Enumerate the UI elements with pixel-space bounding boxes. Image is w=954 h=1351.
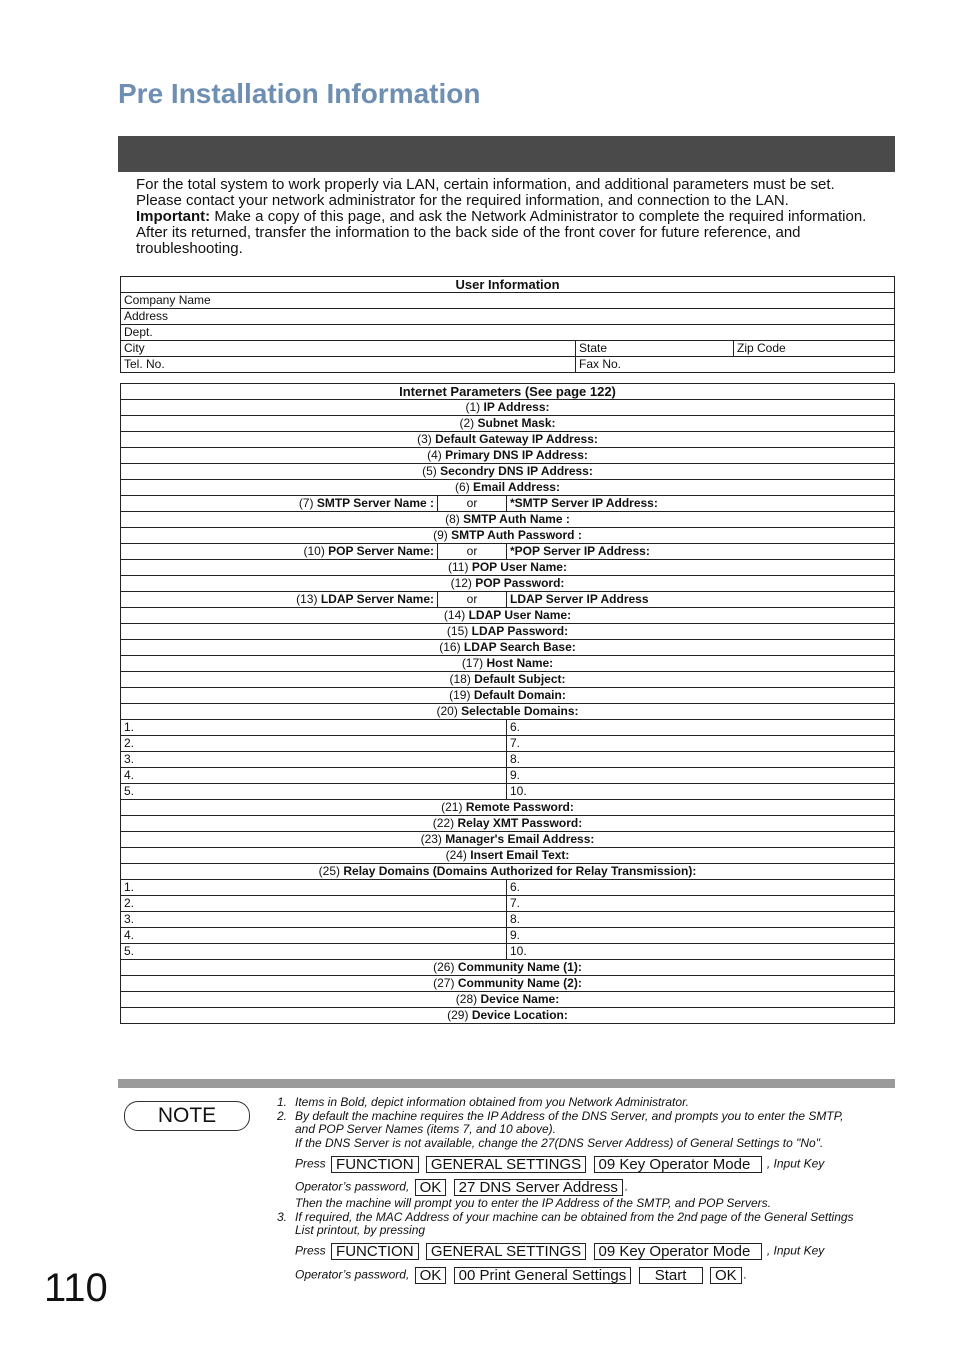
param-label: LDAP Search Base: bbox=[463, 640, 576, 654]
param-number: (28) bbox=[455, 992, 478, 1006]
param-label: Remote Password: bbox=[465, 800, 574, 814]
domain-slot: 2. bbox=[121, 896, 507, 912]
param-number: (24) bbox=[445, 848, 467, 862]
param-row bbox=[121, 560, 895, 576]
param-row bbox=[121, 832, 895, 848]
smtp-name-cell bbox=[121, 496, 438, 512]
zip-field: Zip Code bbox=[734, 341, 895, 357]
param-cell bbox=[121, 848, 895, 864]
param-row bbox=[121, 864, 895, 880]
param-number: (27) bbox=[433, 976, 455, 990]
tel-field: Tel. No. bbox=[121, 357, 576, 373]
param-row bbox=[121, 448, 895, 464]
param-number: (6) bbox=[455, 480, 470, 494]
param-cell bbox=[121, 576, 895, 592]
param-row bbox=[121, 528, 895, 544]
param-row bbox=[121, 432, 895, 448]
param-row bbox=[121, 480, 895, 496]
param-row bbox=[121, 1008, 895, 1024]
param-label: POP User Name: bbox=[471, 560, 567, 574]
param-number: (2) bbox=[459, 416, 475, 430]
param-number: (16) bbox=[439, 640, 461, 654]
section-header-bar bbox=[118, 136, 895, 172]
domain-slot: 4. bbox=[121, 928, 507, 944]
param-number: (13) bbox=[296, 592, 318, 606]
param-row bbox=[121, 608, 895, 624]
pop-name-cell bbox=[121, 544, 438, 560]
company-name-field: Company Name bbox=[121, 293, 895, 309]
param-label: IP Address: bbox=[483, 400, 550, 414]
param-cell bbox=[121, 560, 895, 576]
domain-slot: 8. bbox=[507, 912, 895, 928]
param-label: Primary DNS IP Address: bbox=[445, 448, 588, 462]
param-row bbox=[121, 576, 895, 592]
domain-slot: 1. bbox=[121, 720, 507, 736]
param-row bbox=[121, 416, 895, 432]
param-number: (17) bbox=[461, 656, 484, 670]
domain-slot: 3. bbox=[121, 912, 507, 928]
param-row-pop bbox=[121, 544, 895, 560]
page-number: 110 bbox=[44, 1266, 108, 1310]
param-label: LDAP Server IP Address bbox=[510, 592, 649, 606]
param-label: POP Server Name: bbox=[328, 544, 434, 558]
inet-header: Internet Parameters (See page 122) bbox=[121, 384, 895, 400]
param-cell bbox=[121, 832, 895, 848]
param-row bbox=[121, 400, 895, 416]
param-cell bbox=[121, 976, 895, 992]
domain-row bbox=[121, 896, 895, 912]
important-text: Make a copy of this page, and ask the Network Administrator to complete the required information. After its returned, transfer the information to the back side of the front cover for future reference, and troubleshooting. bbox=[136, 208, 867, 257]
key-sequence-2: Press FUNCTION GENERAL SETTINGS 09 Key Operator Mode , Input Key bbox=[295, 1243, 825, 1260]
param-cell bbox=[121, 400, 895, 416]
param-row bbox=[121, 704, 895, 720]
note-item-3: 3. If required, the MAC Address of your machine can be obtained from the 2nd page of the General Settings bbox=[277, 1209, 854, 1224]
param-cell bbox=[121, 800, 895, 816]
domain-slot: 7. bbox=[507, 736, 895, 752]
param-number: (4) bbox=[427, 448, 442, 462]
param-number: (23) bbox=[420, 832, 442, 846]
param-cell bbox=[121, 1008, 895, 1024]
param-number: (14) bbox=[443, 608, 466, 622]
param-cell bbox=[121, 672, 895, 688]
param-number: (7) bbox=[298, 496, 314, 510]
param-row bbox=[121, 976, 895, 992]
intro-line-1: For the total system to work properly via LAN, certain information, and additional parameters must be set. bbox=[136, 176, 835, 193]
note-divider-bar bbox=[118, 1079, 895, 1088]
param-number: (22) bbox=[432, 816, 455, 830]
param-cell bbox=[121, 640, 895, 656]
domain-row bbox=[121, 768, 895, 784]
param-row bbox=[121, 688, 895, 704]
param-number: (19) bbox=[449, 688, 471, 702]
param-label: Default Domain: bbox=[473, 688, 566, 702]
param-label: Manager's Email Address: bbox=[445, 832, 595, 846]
address-field: Address bbox=[121, 309, 895, 325]
param-row bbox=[121, 960, 895, 976]
param-label: SMTP Auth Password : bbox=[451, 528, 582, 542]
domain-slot: 9. bbox=[507, 768, 895, 784]
param-label: *POP Server IP Address: bbox=[510, 544, 650, 558]
param-cell bbox=[121, 432, 895, 448]
dept-field: Dept. bbox=[121, 325, 895, 341]
param-number: (5) bbox=[422, 464, 437, 478]
inet-header-row bbox=[121, 384, 895, 400]
city-field: City bbox=[121, 341, 576, 357]
domain-slot: 6. bbox=[507, 720, 895, 736]
param-row bbox=[121, 992, 895, 1008]
page-title: Pre Installation Information bbox=[118, 78, 481, 109]
param-number: (12) bbox=[450, 576, 472, 590]
param-label: Host Name: bbox=[486, 656, 554, 670]
notes-list: 1. Items in Bold, depict information obtained from you Network Administrator. 2. By default the machine requires the IP Address of the DNS Server, and prompts you to enter the SMTP, and POP Server Names (items 7, and 10 above). If the DNS Server is not available, change the 27(DNS Server Address) of General Settings to "No". bbox=[277, 1096, 897, 1150]
param-cell bbox=[121, 704, 895, 720]
param-number: (1) bbox=[465, 400, 481, 414]
ok-key: OK bbox=[415, 1179, 447, 1196]
user-info-header: User Information bbox=[121, 277, 895, 293]
param-label: Relay Domains (Domains Authorized for Relay Transmission): bbox=[343, 864, 697, 878]
param-label: Subnet Mask: bbox=[477, 416, 556, 430]
domain-slot: 2. bbox=[121, 736, 507, 752]
param-label: Relay XMT Password: bbox=[457, 816, 583, 830]
important-label: Important: bbox=[136, 208, 211, 225]
general-settings-key: GENERAL SETTINGS bbox=[426, 1243, 586, 1260]
param-row-ldap bbox=[121, 592, 895, 608]
param-number: (9) bbox=[433, 528, 448, 542]
ldap-name-cell bbox=[121, 592, 438, 608]
domain-row bbox=[121, 928, 895, 944]
param-row bbox=[121, 656, 895, 672]
intro-text bbox=[136, 177, 896, 257]
param-cell bbox=[121, 624, 895, 640]
user-information-table bbox=[120, 276, 895, 373]
key-sequence-1: Press FUNCTION GENERAL SETTINGS 09 Key Operator Mode , Input Key bbox=[295, 1156, 825, 1173]
param-number: (29) bbox=[447, 1008, 469, 1022]
smtp-or-cell: or bbox=[438, 496, 507, 512]
param-label: Default Subject: bbox=[474, 672, 566, 686]
note-badge: NOTE bbox=[124, 1101, 250, 1131]
param-row bbox=[121, 848, 895, 864]
function-key: FUNCTION bbox=[331, 1156, 419, 1173]
param-number: (26) bbox=[433, 960, 455, 974]
ok-key: OK bbox=[710, 1267, 742, 1284]
param-row bbox=[121, 800, 895, 816]
pop-ip-cell bbox=[507, 544, 895, 560]
domain-row bbox=[121, 880, 895, 896]
domain-slot: 5. bbox=[121, 784, 507, 800]
domain-row bbox=[121, 944, 895, 960]
param-cell bbox=[121, 816, 895, 832]
param-row-smtp bbox=[121, 496, 895, 512]
param-number: (20) bbox=[436, 704, 458, 718]
domain-row bbox=[121, 752, 895, 768]
param-label: LDAP User Name: bbox=[468, 608, 572, 622]
domain-slot: 9. bbox=[507, 928, 895, 944]
key-sequence-1b: Operator’s password, OK 27 DNS Server Address . bbox=[295, 1179, 629, 1196]
param-cell bbox=[121, 464, 895, 480]
domain-slot: 6. bbox=[507, 880, 895, 896]
key-sequence-2b: Operator’s password, OK 00 Print General Settings Start OK . bbox=[295, 1267, 747, 1284]
param-label: *SMTP Server IP Address: bbox=[510, 496, 658, 510]
domain-row bbox=[121, 912, 895, 928]
ok-key: OK bbox=[415, 1267, 447, 1284]
param-cell bbox=[121, 992, 895, 1008]
param-label: SMTP Server Name : bbox=[316, 496, 434, 510]
note-item-2: 2. By default the machine requires the IP Address of the DNS Server, and prompts you to enter the SMTP, bbox=[277, 1108, 844, 1123]
param-cell bbox=[121, 480, 895, 496]
state-field: State bbox=[576, 341, 734, 357]
param-row bbox=[121, 512, 895, 528]
param-row bbox=[121, 640, 895, 656]
param-label: LDAP Server Name: bbox=[320, 592, 434, 606]
print-general-settings-key: 00 Print General Settings bbox=[454, 1267, 632, 1284]
param-cell bbox=[121, 416, 895, 432]
param-number: (10) bbox=[303, 544, 325, 558]
param-label: Device Name: bbox=[480, 992, 560, 1006]
param-cell bbox=[121, 656, 895, 672]
param-label: Community Name (2): bbox=[457, 976, 582, 990]
param-number: (18) bbox=[449, 672, 471, 686]
param-label: Secondry DNS IP Address: bbox=[440, 464, 593, 478]
param-number: (3) bbox=[417, 432, 432, 446]
domain-slot: 4. bbox=[121, 768, 507, 784]
param-row bbox=[121, 464, 895, 480]
domain-slot: 10. bbox=[507, 784, 895, 800]
note-item-1: 1. Items in Bold, depict information obtained from you Network Administrator. bbox=[277, 1095, 689, 1109]
domain-slot: 5. bbox=[121, 944, 507, 960]
param-cell bbox=[121, 528, 895, 544]
domain-slot: 7. bbox=[507, 896, 895, 912]
param-number: (11) bbox=[448, 560, 469, 574]
key-operator-mode-key: 09 Key Operator Mode bbox=[594, 1156, 762, 1173]
domain-slot: 10. bbox=[507, 944, 895, 960]
fax-field: Fax No. bbox=[576, 357, 895, 373]
param-label: Default Gateway IP Address: bbox=[435, 432, 598, 446]
param-cell bbox=[121, 688, 895, 704]
param-label: SMTP Auth Name : bbox=[463, 512, 570, 526]
param-cell bbox=[121, 960, 895, 976]
param-number: (8) bbox=[445, 512, 460, 526]
param-label: Device Location: bbox=[471, 1008, 568, 1022]
intro-important bbox=[136, 209, 896, 257]
param-row bbox=[121, 624, 895, 640]
pop-or-cell: or bbox=[438, 544, 507, 560]
param-cell bbox=[121, 448, 895, 464]
smtp-ip-cell bbox=[507, 496, 895, 512]
dns-server-address-key: 27 DNS Server Address bbox=[454, 1179, 623, 1196]
param-row bbox=[121, 672, 895, 688]
param-number: (25) bbox=[318, 864, 341, 878]
param-cell bbox=[121, 512, 895, 528]
domain-row bbox=[121, 784, 895, 800]
domain-row bbox=[121, 720, 895, 736]
param-label: Selectable Domains: bbox=[461, 704, 579, 718]
ldap-or-cell: or bbox=[438, 592, 507, 608]
param-label: LDAP Password: bbox=[471, 624, 569, 638]
param-cell bbox=[121, 864, 895, 880]
param-cell bbox=[121, 608, 895, 624]
domain-row bbox=[121, 736, 895, 752]
function-key: FUNCTION bbox=[331, 1243, 419, 1260]
internet-parameters-table bbox=[120, 383, 895, 1024]
ldap-ip-cell bbox=[507, 592, 895, 608]
param-row bbox=[121, 816, 895, 832]
key-operator-mode-key: 09 Key Operator Mode bbox=[594, 1243, 762, 1260]
param-number: (15) bbox=[446, 624, 469, 638]
param-label: Community Name (1): bbox=[457, 960, 582, 974]
domain-slot: 8. bbox=[507, 752, 895, 768]
param-label: Insert Email Text: bbox=[470, 848, 570, 862]
domain-slot: 1. bbox=[121, 880, 507, 896]
param-label: Email Address: bbox=[473, 480, 560, 494]
start-key: Start bbox=[639, 1267, 703, 1284]
param-label: POP Password: bbox=[475, 576, 565, 590]
general-settings-key: GENERAL SETTINGS bbox=[426, 1156, 586, 1173]
intro-line-2: Please contact your network administrator for the required information, and connection to the LAN. bbox=[136, 192, 789, 209]
domain-slot: 3. bbox=[121, 752, 507, 768]
param-number: (21) bbox=[441, 800, 463, 814]
